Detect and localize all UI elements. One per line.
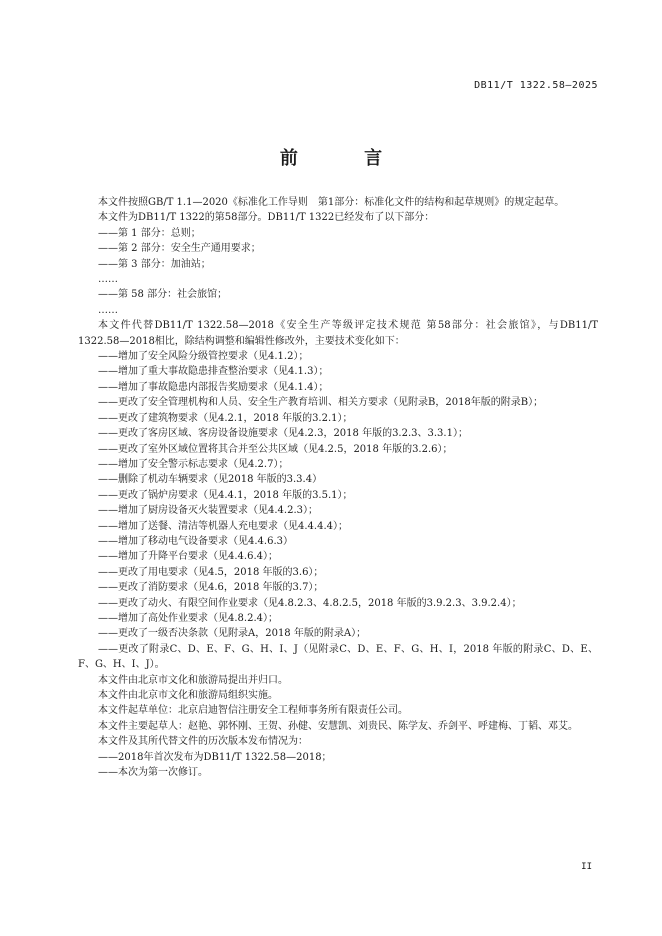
paragraph: …… — [98, 274, 118, 286]
paragraph: 本文件由北京市文化和旅游局组织实施。 — [98, 690, 278, 701]
paragraph: 本文件起草单位：北京启迪智信注册安全工程师事务所有限责任公司。 — [98, 705, 408, 717]
paragraph: ——2018年首次发布为DB11/T 1322.58—2018； — [98, 751, 332, 763]
paragraph: ——第 58 部分：社会旅馆； — [98, 289, 228, 301]
paragraph: …… — [98, 304, 118, 316]
document-code: DB11/T 1322.58—2025 — [474, 80, 598, 91]
page-title: 前 言 — [279, 148, 413, 169]
paragraph: 本文件为DB11/T 1322的第58部分。DB11/T 1322已经发布了以下部分： — [98, 212, 435, 224]
paragraph: ——增加了安全警示标志要求（见4.2.7）； — [98, 458, 289, 470]
paragraph: ——增加了事故隐患内部报告奖励要求（见4.1.4）； — [98, 381, 329, 393]
paragraph: ——更改了客房区域、客房设备设施要求（见4.2.3，2018 年版的3.2.3、3.3.1）； — [98, 428, 468, 440]
paragraph: ——增加了升降平台要求（见4.4.6.4）； — [98, 551, 278, 563]
paragraph: ——增加了高处作业要求（见4.8.2.4）； — [98, 612, 278, 624]
paragraph: ——增加了安全风险分级管控要求（见4.1.2）； — [98, 351, 309, 363]
paragraph: 本文件按照GB/T 1.1—2020《标准化工作导则 第1部分：标准化文件的结构和起草规则》的规定起草。 — [98, 197, 565, 208]
paragraph: ——增加了厨房设备灭火装置要求（见4.4.2.3）； — [98, 505, 318, 517]
paragraph: ——第 2 部分：安全生产通用要求； — [98, 243, 261, 255]
paragraph: 本文件由北京市文化和旅游局提出并归口。 — [98, 674, 288, 686]
paragraph: ——更改了动火、有限空间作业要求（见4.8.2.3、4.8.2.5，2018 年版的3.9.2.3、3.9.2.4）； — [98, 597, 522, 609]
page-number: II — [581, 862, 592, 872]
paragraph: ——删除了机动车辆要求（见2018 年版的3.3.4） — [98, 474, 323, 486]
paragraph: ——更改了消防要求（见4.6，2018 年版的3.7）； — [98, 582, 324, 594]
paragraph: ——增加了送餐、清洁等机器人充电要求（见4.4.4.4）； — [98, 520, 348, 532]
paragraph: 本文件及其所代替文件的历次版本发布情况为： — [98, 736, 308, 748]
paragraph: ——增加了重大事故隐患排查整治要求（见4.1.3）； — [98, 366, 329, 378]
paragraph: ——第 1 部分：总则； — [98, 227, 201, 239]
paragraph: ——更改了安全管理机构和人员、安全生产教育培训、相关方要求（见附录B，2018年版的附录B）； — [98, 397, 544, 409]
paragraph: ——更改了附录C、D、E、F、G、H、I、J（见附录C、D、E、F、G、H、I，2018 年版的附录C、D、E、F、G、H、I、J）。 — [78, 643, 598, 671]
foreword-content — [78, 195, 598, 780]
paragraph: ——更改了用电要求（见4.5，2018 年版的3.6）； — [98, 566, 324, 578]
paragraph: ——更改了室外区域位置将其合并至公共区域（见4.2.5，2018 年版的3.2.6）； — [98, 443, 453, 455]
paragraph: ——第 3 部分：加油站； — [98, 258, 211, 270]
paragraph: ——增加了移动电气设备要求（见4.4.6.3） — [98, 535, 293, 547]
paragraph: ——更改了一级否决条款（见附录A，2018 年版的附录A）； — [98, 628, 367, 640]
paragraph: 本文件代替DB11/T 1322.58—2018《安全生产等级评定技术规范 第58部分：社会旅馆》，与DB11/T 1322.58—2018相比，除结构调整和编辑性修改外，主要技术变化如下： — [78, 320, 598, 347]
paragraph: ——更改了锅炉房要求（见4.4.1，2018 年版的3.5.1）； — [98, 489, 353, 501]
paragraph: ——更改了建筑物要求（见4.2.1，2018 年版的3.2.1）； — [98, 412, 353, 424]
paragraph: 本文件主要起草人：赵艳、郭怀刚、王贺、孙健、安慧凯、刘贵民、陈学友、乔剑平、呼建梅、丁韬、邓艾。 — [98, 720, 578, 732]
paragraph: ——本次为第一次修订。 — [98, 767, 208, 779]
